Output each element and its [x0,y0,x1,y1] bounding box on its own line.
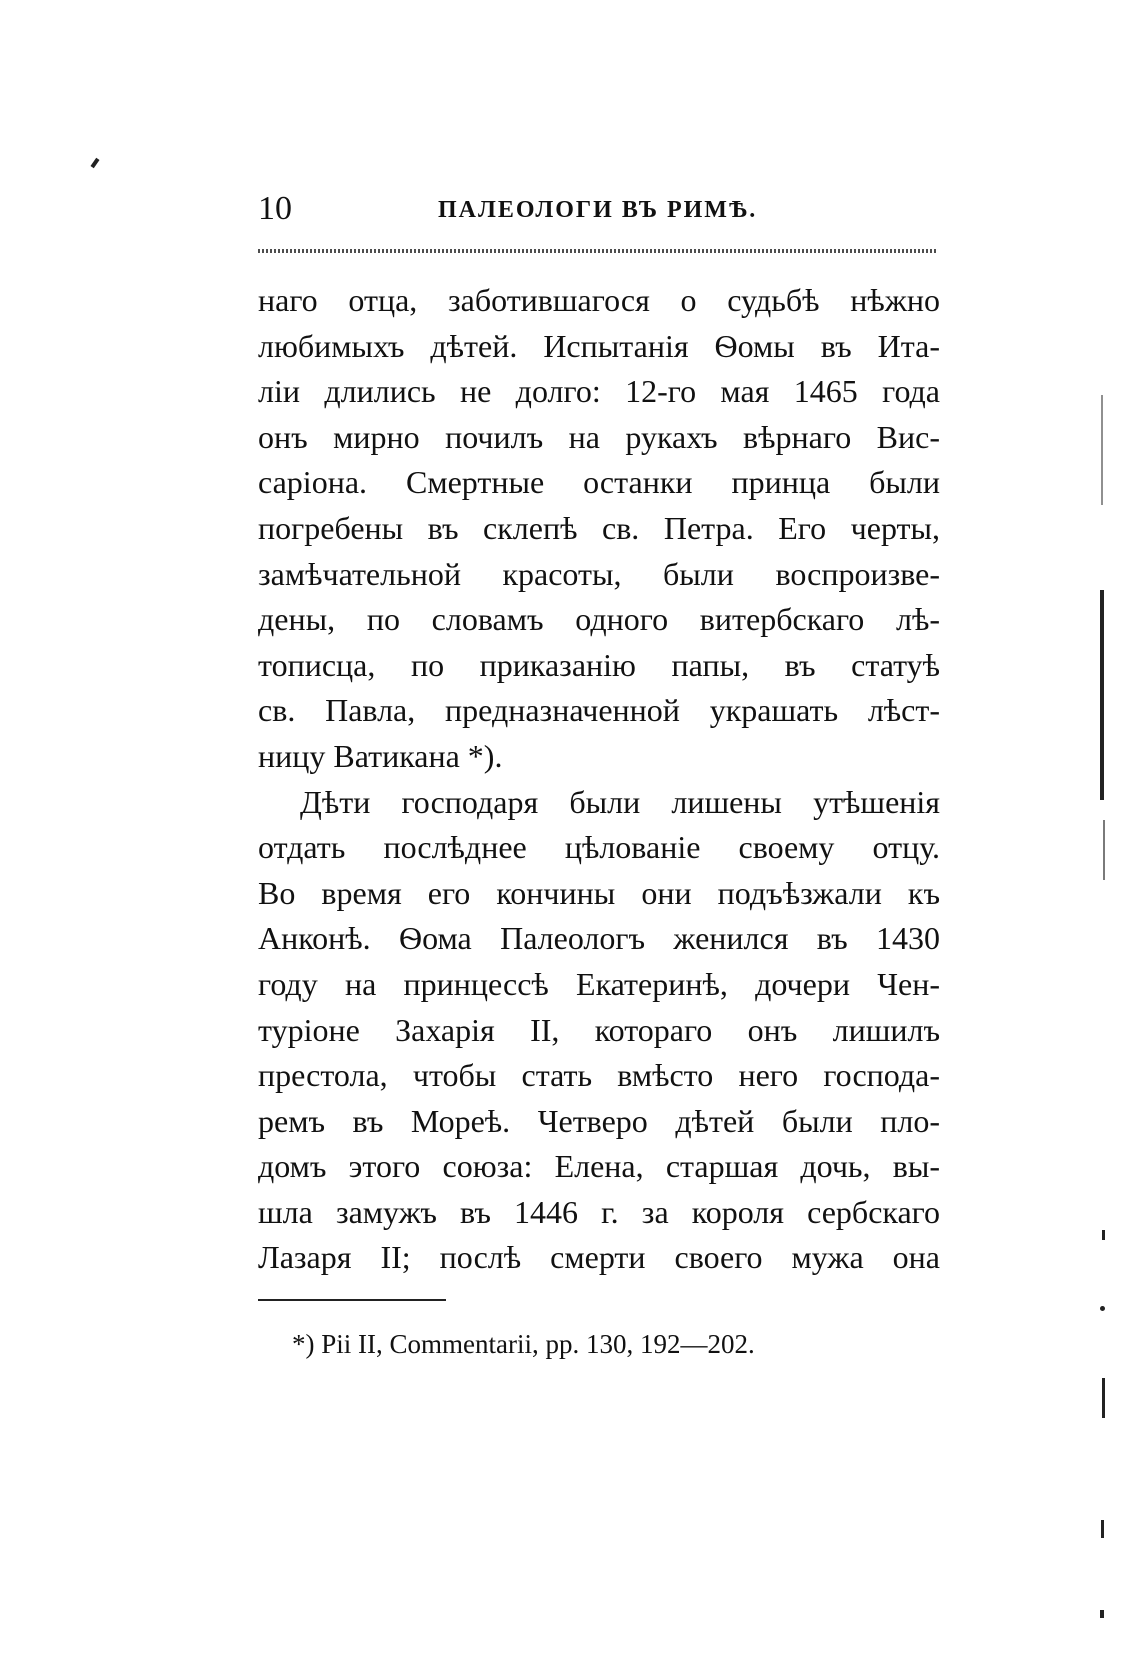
page-number: 10 [258,190,292,227]
text-line: домъ этого союза: Елена, старшая дочь, вы- [258,1148,940,1185]
scan-mark [1103,820,1105,880]
body-text [258,278,940,1281]
scan-mark [1100,1306,1105,1311]
text-line: Во время его кончины они подъѣзжали къ [258,874,940,911]
scan-mark [1100,590,1104,800]
scan-mark [1102,1378,1105,1418]
text-line: онъ мирно почилъ на рукахъ вѣрнаго Вис- [258,418,940,455]
text-line: саріона. Смертные останки принца были [258,464,940,501]
scan-mark [1102,1230,1105,1240]
scan-mark [1101,395,1103,505]
text-line: престола, чтобы стать вмѣсто него господа- [258,1057,940,1094]
text-line: дены, по словамъ одного витербскаго лѣ- [258,601,940,638]
running-title: ПАЛЕОЛОГИ ВЪ РИМѢ. [438,197,758,223]
text-line: ремъ въ Мореѣ. Четверо дѣтей были пло- [258,1102,940,1139]
text-line: любимыхъ дѣтей. Испытанія Ѳомы въ Ита- [258,327,940,364]
text-line: туріоне Захарія II, котораго онъ лишилъ [258,1011,940,1048]
text-line: году на принцессѣ Екатеринѣ, дочери Чен- [258,965,940,1002]
text-line: Лазаря II; послѣ смерти своего мужа она [258,1239,940,1276]
scan-mark [1100,1610,1104,1618]
text-line: наго отца, заботившагося о судьбѣ нѣжно [258,282,940,318]
scan-mark [1101,1520,1104,1538]
footnote-rule [258,1299,446,1301]
header-rule [258,249,938,253]
page-header [258,186,938,232]
text-line: погребены въ склепѣ св. Петра. Его черты, [258,509,940,546]
text-line: св. Павла, предназначенной украшать лѣст- [258,692,940,729]
scan-mark [90,158,99,168]
text-line: тописца, по приказанію папы, въ статуѣ [258,646,940,683]
text-line: Анконѣ. Ѳома Палеологъ женился въ 1430 [258,920,940,957]
text-line: ліи длились не долго: 12-го мая 1465 года [258,373,940,410]
text-line-paragraph-start: Дѣти господаря были лишены утѣшенія [300,783,940,820]
footnote: *) Pii II, Commentarii, pp. 130, 192—202. [292,1329,755,1359]
text-line: замѣчательной красоты, были воспроизве- [258,555,940,592]
text-line: ницу Ватикана *). [258,737,503,774]
text-line: отдать послѣднее цѣлованіе своему отцу. [258,829,940,866]
text-line: шла замужъ въ 1446 г. за короля сербскаго [258,1193,940,1230]
